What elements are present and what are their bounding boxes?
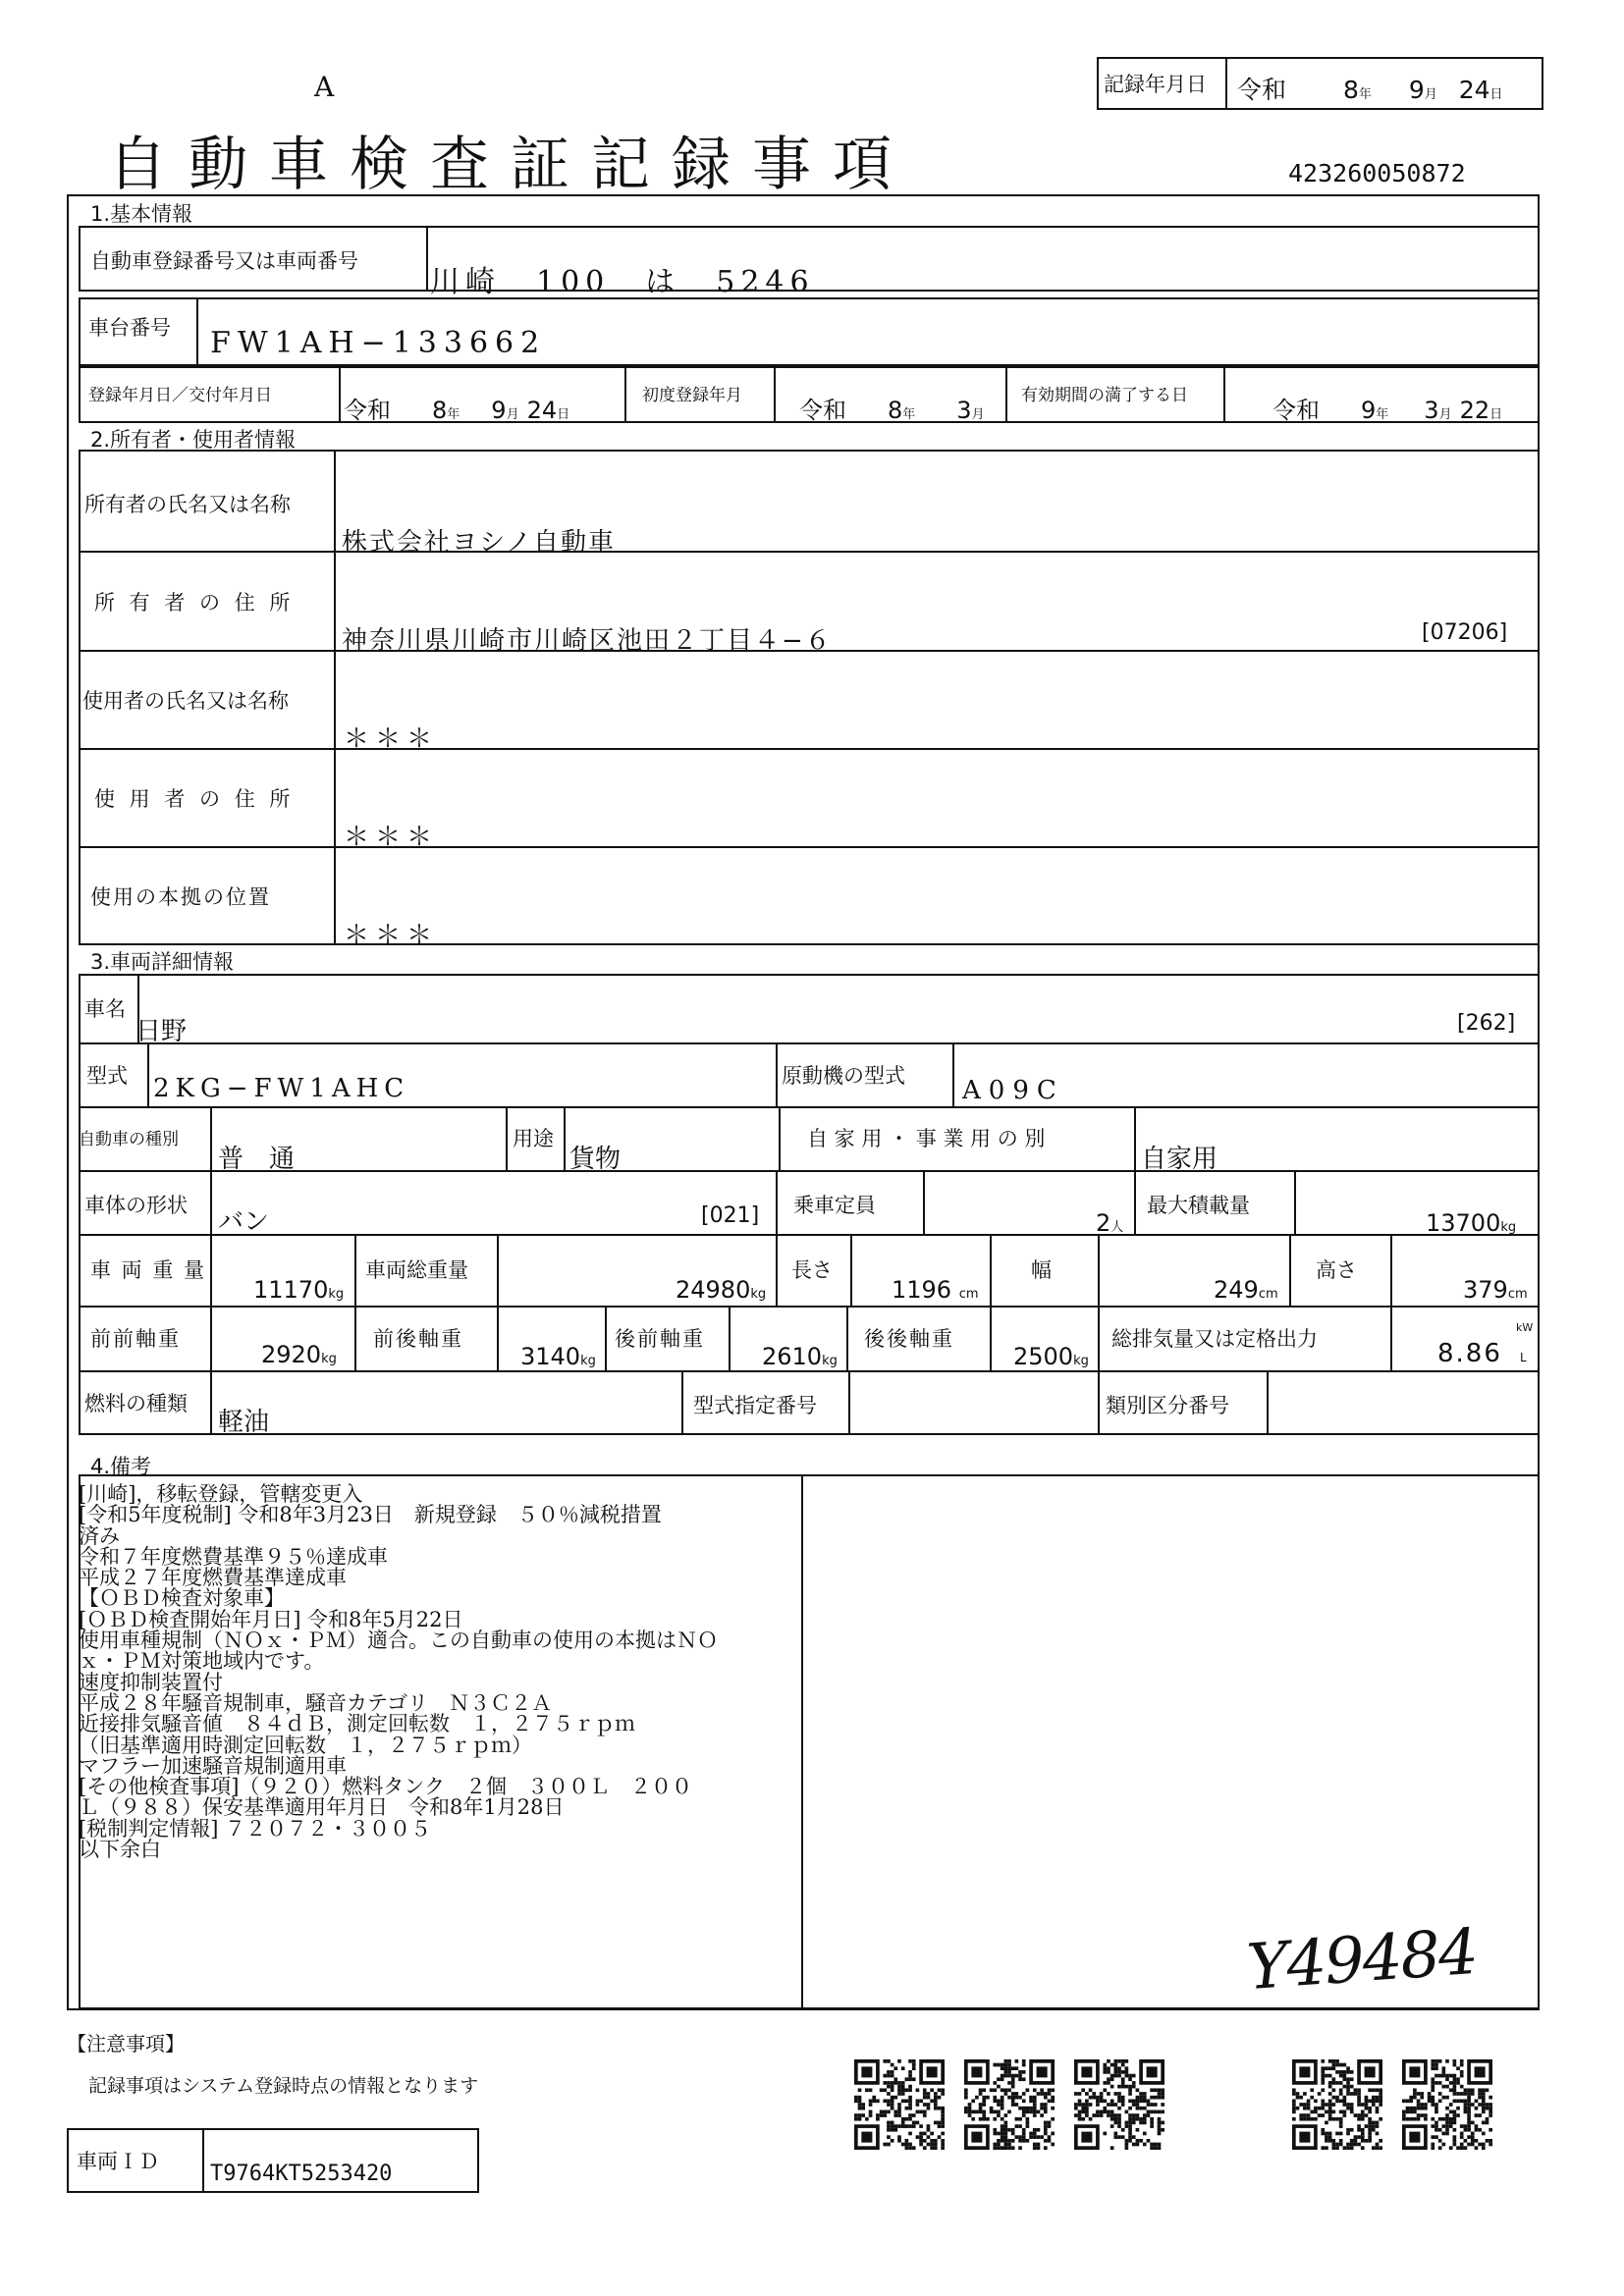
engine-model-value: A09C (962, 1076, 1064, 1105)
remark-line: 以下余白 (79, 1838, 161, 1862)
owner-name-value: 株式会社ヨシノ自動車 (342, 528, 616, 558)
chassis-value: FW1AH−133662 (210, 326, 547, 360)
section-vehicle-title: 3.車両詳細情報 (90, 950, 235, 974)
vehicle-type-label: 自動車の種別 (79, 1130, 179, 1149)
seating-capacity-label: 乗車定員 (793, 1194, 876, 1217)
remark-line: 済み (79, 1523, 120, 1548)
length-value: 1196 cm (892, 1276, 979, 1304)
car-name-code: [262] (1457, 1011, 1516, 1036)
owner-name-label: 所有者の氏名又は名称 (84, 493, 291, 516)
expiry-value: 令和 9年 3月 22日 (1272, 397, 1503, 424)
width-value: 249cm (1214, 1276, 1278, 1304)
remark-line: 速度抑制装置付 (79, 1670, 223, 1694)
section-basic-title: 1.基本情報 (90, 202, 193, 226)
owner-address-value: 神奈川県川崎市川崎区池田２丁目４−６ (342, 626, 833, 656)
expiry-label: 有効期間の満了する日 (1021, 386, 1188, 405)
seating-capacity-value: 2人 (1096, 1209, 1124, 1237)
remark-line: 近接排気騒音値 ８４ｄＢ，測定回転数 １，２７５ｒｐｍ (79, 1712, 635, 1736)
max-load-label: 最大積載量 (1147, 1194, 1250, 1217)
rear-front-axle-label: 後前軸重 (615, 1327, 705, 1351)
vehicle-id-label: 車両ＩＤ (77, 2150, 159, 2173)
notice-title: 【注意事項】 (67, 2032, 185, 2056)
qr-code-icon (964, 2059, 1055, 2150)
front-front-axle-value: 2920kg (261, 1341, 337, 1368)
owner-address-code: [07206] (1422, 620, 1508, 645)
remark-line: マフラー加速騒音規制適用車 (79, 1753, 347, 1778)
vehicle-type-value: 普 通 (218, 1145, 296, 1174)
model-value: 2KG−FW1AHC (153, 1074, 410, 1103)
form-letter: A (314, 71, 335, 103)
gross-weight-value: 24980kg (676, 1276, 767, 1304)
displacement-label: 総排気量又は定格出力 (1111, 1327, 1318, 1351)
remark-line: [税制判定情報] ７２０７２・３００５ (79, 1816, 432, 1841)
rear-front-axle-value: 2610kg (762, 1343, 838, 1370)
record-date: 令和 8年 9月 24日 (1237, 76, 1503, 104)
use-value: 貨物 (569, 1145, 622, 1174)
front-rear-axle-label: 前後軸重 (373, 1327, 463, 1351)
body-shape-label: 車体の形状 (84, 1194, 188, 1217)
rear-rear-axle-value: 2500kg (1013, 1343, 1089, 1370)
use-label: 用途 (513, 1127, 554, 1150)
document-number: 423260050872 (1288, 159, 1466, 187)
category-number-label: 類別区分番号 (1106, 1394, 1229, 1417)
first-reg-label: 初度登録年月 (642, 386, 742, 405)
remark-line: 令和７年度燃費基準９５％達成車 (79, 1544, 388, 1569)
base-location-value: ＊＊＊ (344, 921, 439, 950)
qr-code-icon (1292, 2059, 1382, 2150)
user-address-value: ＊＊＊ (344, 823, 439, 852)
fuel-type-value: 軽油 (218, 1408, 270, 1437)
reg-number-value: 川崎 100 は 5246 (430, 265, 815, 299)
body-shape-code: [021] (701, 1203, 760, 1228)
reg-date-value: 令和 8年 9月 24日 (344, 397, 570, 424)
remark-line: Ｌ（９８８）保安基準適用年月日 令和8年1月28日 (79, 1795, 565, 1820)
height-value: 379cm (1463, 1276, 1528, 1304)
document-title: 自動車検査証記録事項 (108, 131, 913, 199)
reg-number-label: 自動車登録番号又は車両番号 (90, 249, 358, 273)
length-label: 長さ (791, 1258, 833, 1282)
private-business-value: 自家用 (1141, 1145, 1218, 1174)
record-date-label: 記録年月日 (1104, 73, 1207, 96)
remark-line: 平成２７年度燃費基準達成車 (79, 1566, 347, 1590)
rear-rear-axle-label: 後後軸重 (864, 1327, 954, 1351)
displacement-unit-kw: kW (1516, 1321, 1534, 1334)
front-front-axle-label: 前前軸重 (90, 1327, 181, 1351)
remark-line: 【ＯＢＤ検査対象車】 (79, 1586, 285, 1611)
displacement-unit-l: L (1520, 1351, 1527, 1364)
remark-line: [その他検査事項]（９２０）燃料タンク ２個 ３００Ｌ ２００ (79, 1775, 692, 1799)
width-label: 幅 (1031, 1258, 1052, 1282)
vehicle-weight-value: 11170kg (253, 1276, 345, 1304)
qr-code-icon (1402, 2059, 1492, 2150)
vehicle-id-value: T9764KT5253420 (210, 2162, 393, 2186)
model-label: 型式 (86, 1064, 128, 1088)
max-load-value: 13700kg (1426, 1209, 1517, 1237)
private-business-label: 自 家 用 ・ 事 業 用 の 別 (807, 1127, 1046, 1150)
first-reg-value: 令和 8年 3月 (799, 397, 985, 424)
car-name-label: 車名 (84, 997, 126, 1021)
gross-weight-label: 車両総重量 (365, 1258, 468, 1282)
front-rear-axle-value: 3140kg (520, 1343, 596, 1370)
user-name-value: ＊＊＊ (344, 724, 439, 754)
remark-line: 平成２８年騒音規制車，騒音カテゴリ Ｎ３Ｃ２Ａ (79, 1690, 553, 1715)
body-shape-value: バン (218, 1207, 270, 1237)
qr-code-icon (854, 2059, 945, 2150)
user-name-label: 使用者の氏名又は名称 (82, 689, 289, 713)
owner-address-label: 所 有 者 の 住 所 (94, 591, 295, 614)
vehicle-weight-label: 車 両 重 量 (90, 1258, 207, 1282)
fuel-type-label: 燃料の種類 (84, 1392, 188, 1415)
base-location-label: 使用の本拠の位置 (90, 885, 271, 909)
designation-number-label: 型式指定番号 (693, 1394, 817, 1417)
car-name-value: 日野 (135, 1017, 188, 1046)
remark-line: ｘ・ＰＭ対策地域内です。 (79, 1649, 325, 1674)
remark-line: （旧基準適用時測定回転数 １，２７５ｒｐｍ） (79, 1733, 532, 1757)
chassis-label: 車台番号 (88, 316, 171, 340)
remark-line: 使用車種規制（ＮＯｘ・ＰＭ）適合。この自動車の使用の本拠はＮＯ (79, 1629, 718, 1653)
remark-line: [川崎]，移転登録，管轄変更入 (79, 1482, 363, 1506)
height-label: 高さ (1316, 1258, 1357, 1282)
user-address-label: 使 用 者 の 住 所 (94, 787, 295, 811)
owner-block (79, 450, 1540, 945)
section-owner-title: 2.所有者・使用者情報 (90, 428, 297, 452)
qr-code-icon (1074, 2059, 1164, 2150)
remarks-text (79, 1484, 718, 1860)
section-remarks-title: 4.備考 (90, 1455, 152, 1478)
handwritten-note: Y49484 (1244, 1915, 1480, 2005)
reg-date-label: 登録年月日／交付年月日 (88, 386, 272, 405)
displacement-value: 8.86 (1437, 1339, 1502, 1368)
remark-line: [ＯＢＤ検査開始年月日] 令和8年5月22日 (79, 1607, 463, 1631)
engine-model-label: 原動機の型式 (782, 1064, 905, 1088)
notice-text: 記録事項はシステム登録時点の情報となります (88, 2075, 479, 2097)
remark-line: [令和5年度税制] 令和8年3月23日 新規登録 ５０％減税措置 (79, 1503, 662, 1527)
